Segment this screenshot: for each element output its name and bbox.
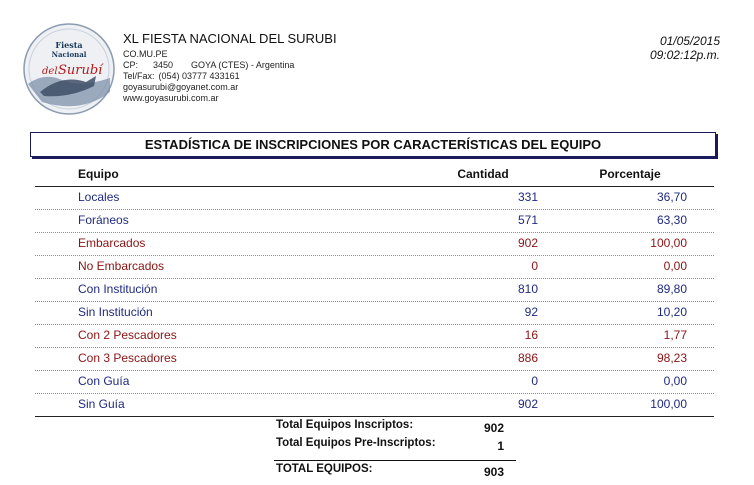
table-row: [35, 233, 714, 256]
table-row: [35, 371, 714, 394]
col-cantidad: Cantidad: [457, 167, 509, 181]
report-date: 01/05/2015: [659, 34, 720, 48]
cell-equipo: Sin Guía: [78, 397, 125, 411]
report-title: ESTADÍSTICA DE INSCRIPCIONES POR CARACTERÍSTICAS DEL EQUIPO: [30, 132, 716, 157]
table-row: [35, 325, 714, 348]
logo-text-4: Surubí: [58, 63, 103, 78]
org-short: CO.MU.PE: [123, 48, 168, 59]
website: www.goyasurubi.com.ar: [123, 92, 219, 103]
table-row: [35, 187, 714, 210]
cell-porcentaje: 100,00: [650, 236, 687, 250]
table-header: [35, 167, 714, 187]
total-equipos-value: 903: [483, 465, 504, 479]
col-porcentaje: Porcentaje: [599, 167, 661, 181]
phone-line: [123, 71, 337, 82]
organization-info: [123, 31, 337, 104]
cell-cantidad: 810: [517, 282, 538, 296]
total-equipos-label: TOTAL EQUIPOS:: [276, 463, 373, 475]
festival-logo: [22, 22, 116, 116]
cell-porcentaje: 0,00: [663, 374, 687, 388]
cell-equipo: Con Institución: [78, 282, 158, 296]
cell-equipo: Con 3 Pescadores: [78, 351, 177, 365]
table-row: [35, 210, 714, 233]
cell-equipo: Con Guía: [78, 374, 130, 388]
report-datetime: [650, 34, 720, 62]
table-row: [35, 256, 714, 279]
total-inscriptos-label: Total Equipos Inscriptos:: [276, 419, 414, 431]
stats-table: [35, 187, 714, 417]
total-preinscriptos-row: [274, 437, 516, 455]
cp-label: CP:: [123, 59, 139, 70]
table-row: [35, 394, 714, 417]
cell-cantidad: 571: [517, 213, 538, 227]
logo-text-1: Fiesta: [55, 40, 83, 50]
cell-equipo: Foráneos: [78, 213, 129, 227]
city: GOYA (CTES) - Argentina: [191, 59, 295, 70]
cell-equipo: Con 2 Pescadores: [78, 328, 177, 342]
total-preinscriptos-label: Total Equipos Pre-Inscriptos:: [276, 437, 436, 449]
postal-line: [123, 60, 337, 71]
cell-porcentaje: 10,20: [656, 305, 687, 319]
cell-equipo: Embarcados: [78, 236, 146, 250]
table-row: [35, 279, 714, 302]
tel-label: Tel/Fax:: [123, 70, 155, 81]
cell-cantidad: 902: [517, 236, 538, 250]
total-preinscriptos-value: 1: [497, 439, 504, 453]
table-row: [35, 348, 714, 371]
table-row: [35, 302, 714, 325]
total-inscriptos-row: [274, 419, 516, 437]
cell-porcentaje: 36,70: [656, 190, 687, 204]
totals-divider: [274, 460, 516, 461]
cell-porcentaje: 1,77: [663, 328, 687, 342]
email: goyasurubi@goyanet.com.ar: [123, 81, 239, 92]
cell-cantidad: 16: [524, 328, 538, 342]
cell-porcentaje: 100,00: [650, 397, 687, 411]
tel-value: (054) 03777 433161: [158, 70, 240, 81]
cp-value: 3450: [153, 59, 174, 70]
cell-porcentaje: 98,23: [656, 351, 687, 365]
cell-equipo: Sin Institución: [78, 305, 153, 319]
cell-cantidad: 92: [524, 305, 538, 319]
logo-text-2: Nacional: [51, 50, 87, 59]
logo-text-3: del: [42, 66, 58, 77]
cell-porcentaje: 89,80: [656, 282, 687, 296]
cell-cantidad: 0: [531, 259, 538, 273]
col-equipo: Equipo: [78, 167, 119, 181]
cell-cantidad: 902: [517, 397, 538, 411]
cell-porcentaje: 63,30: [656, 213, 687, 227]
cell-porcentaje: 0,00: [663, 259, 687, 273]
cell-cantidad: 331: [517, 190, 538, 204]
cell-cantidad: 0: [531, 374, 538, 388]
cell-equipo: No Embarcados: [78, 259, 165, 273]
cell-cantidad: 886: [517, 351, 538, 365]
report-time: 09:02:12p.m.: [649, 48, 720, 62]
totals-section: [274, 419, 516, 481]
total-inscriptos-value: 902: [483, 421, 504, 435]
org-name: XL FIESTA NACIONAL DEL SURUBI: [123, 31, 337, 46]
cell-equipo: Locales: [78, 190, 120, 204]
total-equipos-row: [274, 463, 516, 481]
